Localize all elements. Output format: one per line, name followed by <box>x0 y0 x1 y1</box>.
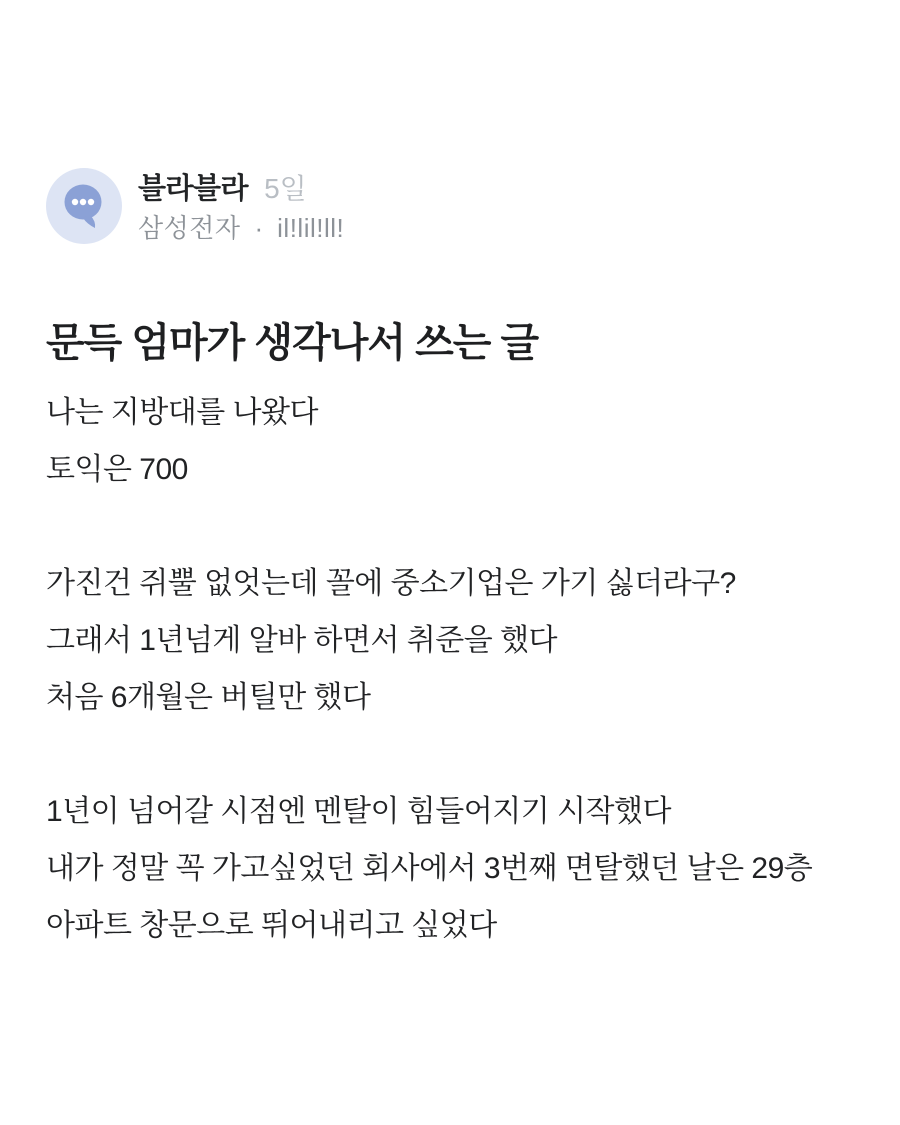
body-line: 아파트 창문으로 뛰어내리고 싶었다 <box>46 909 497 942</box>
body-line: 토익은 700 <box>46 453 188 486</box>
topic-label: il!lil!ll! <box>277 213 345 243</box>
chat-bubble-icon <box>46 168 122 244</box>
company-label: 삼성전자 <box>138 213 241 243</box>
body-line: 내가 정말 꼭 가고싶었던 회사에서 3번째 면탈했던 날은 29층 <box>46 852 813 885</box>
paragraph <box>46 384 854 498</box>
author-avatar[interactable] <box>46 168 122 244</box>
header-text <box>138 168 344 246</box>
body-line: 그래서 1년넘게 알바 하면서 취준을 했다 <box>46 624 558 657</box>
paragraph <box>46 555 854 726</box>
post-header <box>46 168 854 246</box>
post-body <box>46 384 854 954</box>
author-name[interactable]: 블라블라 <box>138 173 249 205</box>
body-line: 나는 지방대를 나왔다 <box>46 396 318 429</box>
dot-separator: · <box>254 213 264 243</box>
sub-row <box>138 210 344 246</box>
paragraph <box>46 783 854 954</box>
body-line: 처음 6개월은 버틸만 했다 <box>46 681 371 714</box>
body-line: 가진건 쥐뿔 없엇는데 꼴에 중소기업은 가기 싫더라구? <box>46 567 736 600</box>
post-title: 문득 엄마가 생각나서 쓰는 글 <box>46 321 539 365</box>
body-line: 1년이 넘어갈 시점엔 멘탈이 힘들어지기 시작했다 <box>46 795 671 828</box>
post-time: 5일 <box>264 173 307 204</box>
name-row <box>138 170 344 208</box>
